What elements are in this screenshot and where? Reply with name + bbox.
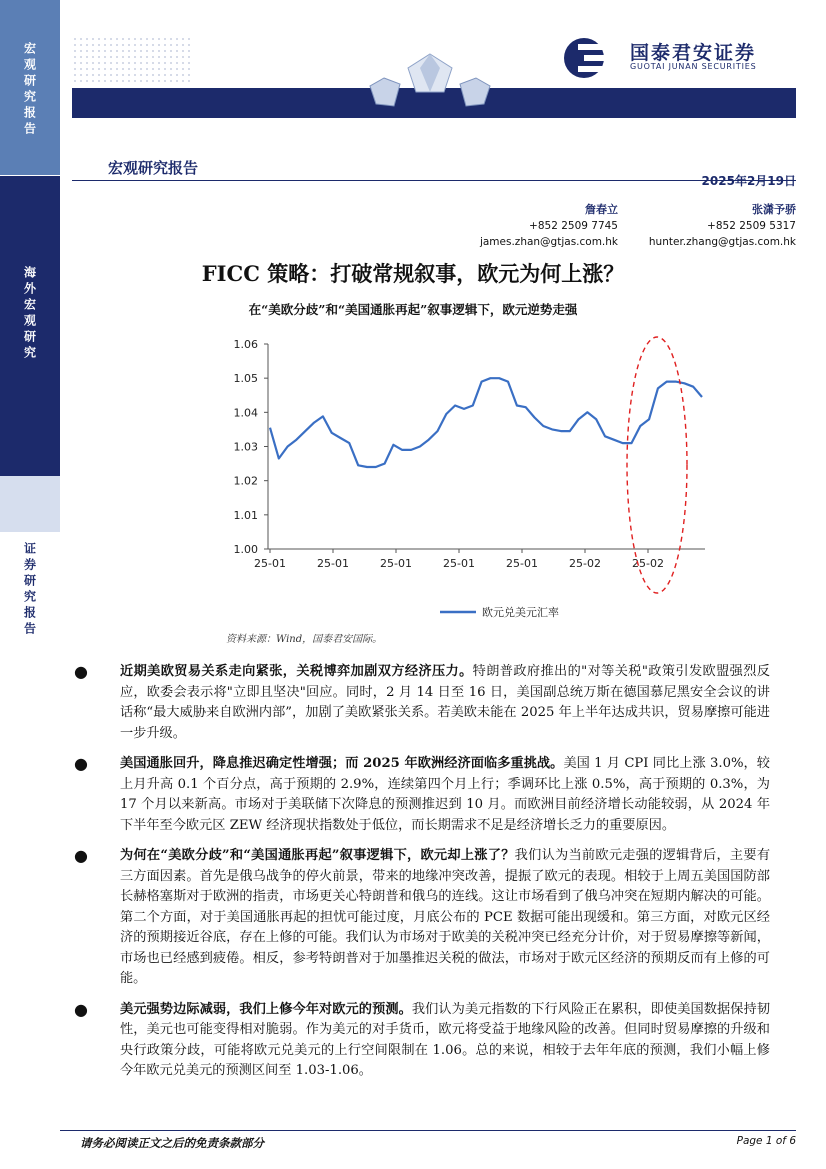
- author-name: 张潇予骄: [752, 203, 796, 216]
- y-tick-label: 1.00: [233, 543, 258, 556]
- company-logo-icon: [562, 36, 618, 80]
- bullet-dot-icon: ●: [74, 846, 88, 865]
- bullet-point: [74, 999, 771, 1082]
- x-tick-label: 25-01: [317, 557, 349, 570]
- highlight-ellipse: [627, 337, 687, 593]
- x-tick-label: 25-01: [506, 557, 538, 570]
- sidebar-label: 宏观研究报告: [22, 42, 37, 138]
- bullet-dot-icon: ●: [74, 999, 88, 1019]
- sidebar-label: 证券研究报告: [22, 542, 37, 638]
- header-rule: [72, 180, 796, 181]
- chart-source: 资料来源：Wind，国泰君安国际。: [226, 634, 383, 645]
- legend-label: 欧元兑美元汇率: [482, 606, 559, 619]
- report-title: FICC 策略：打破常规叙事，欧元为何上涨？: [201, 261, 625, 286]
- x-tick-label: 25-02: [569, 557, 601, 570]
- y-tick-label: 1.01: [233, 508, 258, 522]
- series-line-eurusd: [270, 378, 702, 467]
- author-email[interactable]: hunter.zhang@gtjas.com.hk: [648, 236, 796, 248]
- bullet-lead: 美国通胀回升，降息推迟确定性增强；而 2025 年欧洲经济面临多重挑战。: [120, 756, 564, 771]
- x-tick-label: 25-01: [443, 557, 475, 570]
- bullet-text: 特朗普政府推出的"对等关税"政策引发欧盟强烈反应，欧委会表示将"立即且坚决"回应。同时，2 月 14 日至 16 日，美国副总统万斯在德国慕尼黑安全会议的讲话称“最大威胁来自欧洲内部”，加剧了美欧紧张关系。若美欧未能在 2025 年上半年达成共识，贸易摩擦可能进一步升级。: [120, 664, 770, 741]
- y-tick-label: 1.04: [233, 406, 258, 420]
- bullet-lead: 美元强势边际减弱，我们上修今年对欧元的预测。: [120, 1001, 412, 1017]
- y-tick-label: 1.03: [233, 440, 258, 454]
- y-tick-label: 1.02: [233, 474, 258, 488]
- bullet-text: 美国 1 月 CPI 同比上涨 3.0%，较上月升高 0.1 个百分点，高于预期的 2.9%，连续第四个月上行；季调环比上涨 0.5%，高于预期的 0.3%，为 17 个月以来新高。市场对于美联储下次降息的预测推迟到 10 月。而欧洲目前经济增长动能较弱，从 2024 年下半年至今欧元区 ZEW 经济现状指数处于低位，而长期需求不足是经济增长乏力的重要原因。: [120, 756, 770, 833]
- author-phone: +852 2509 5317: [707, 220, 796, 232]
- bullet-point: [74, 846, 771, 990]
- author-name: 詹春立: [585, 203, 618, 216]
- author-block-2: [649, 202, 796, 250]
- bullet-text: 我们认为当前欧元走强的逻辑背后，主要有三方面因素。首先是俄乌战争的停火前景，带来的地缘冲突改善，提振了欧元的表现。相较于上周五美国国防部长赫格塞斯对于欧洲的指责，市场更关心特朗普和俄乌的连线。这让市场看到了俄乌冲突在短期内解决的可能。第二个方面，对于美国通胀再起的担忧可能过度，月底公布的 PCE 数据可能出现缓和。第三方面，对欧元区经济的预期接近谷底，存在上修的可能。我们认为市场对于欧美的关税冲突已经充分计价，对于贸易摩擦等新闻，市场也已经感到疲倦。相反，参考特朗普对于加墨推迟关税的做法，市场对于欧元区经济的预期反而有上修的可能。: [120, 848, 771, 986]
- author-email[interactable]: james.zhan@gtjas.com.hk: [479, 236, 618, 248]
- chart-title: 在“美欧分歧”和“美国通胀再起”叙事逻辑下，欧元逆势走强: [248, 302, 578, 317]
- sidebar-segment-category: [0, 176, 60, 476]
- company-name: 国泰君安证券: [630, 42, 757, 64]
- page-number: Page 1 of 6: [736, 1135, 796, 1147]
- y-tick-label: 1.06: [233, 338, 258, 351]
- author-phone: +852 2509 7745: [529, 220, 618, 232]
- sidebar-segment-light: [0, 476, 60, 532]
- footer-disclaimer[interactable]: 请务必阅读正文之后的免责条款部分: [80, 1136, 264, 1150]
- bullet-dot-icon: ●: [74, 662, 88, 681]
- x-tick-label: 25-02: [632, 557, 664, 570]
- x-tick-label: 25-01: [380, 557, 412, 570]
- footer-rule: [60, 1130, 796, 1131]
- sidebar-segment-securities: [0, 532, 60, 1169]
- report-date: 2025年2月19日: [701, 174, 796, 188]
- diamond-decoration: [360, 48, 500, 122]
- eurusd-line-chart: [200, 330, 740, 630]
- bullet-point: [74, 662, 770, 744]
- x-tick-label: 25-01: [254, 557, 286, 570]
- bullet-lead: 近期美欧贸易关系走向紧张，关税博弈加剧双方经济压力。: [120, 664, 473, 679]
- bullet-lead: 为何在“美欧分歧”和“美国通胀再起”叙事逻辑下，欧元却上涨了？: [120, 848, 515, 863]
- company-name-en: GUOTAI JUNAN SECURITIES: [630, 62, 757, 71]
- author-block-1: [480, 202, 618, 250]
- y-tick-label: 1.05: [233, 372, 258, 386]
- bullet-dot-icon: ●: [74, 754, 88, 773]
- sidebar-label: 海外宏观研究: [22, 266, 37, 362]
- bullet-list: [74, 662, 771, 1092]
- report-type-heading: 宏观研究报告: [108, 159, 199, 177]
- left-sidebar: [0, 0, 60, 1169]
- bullet-point: [74, 754, 770, 836]
- header-dot-pattern: [72, 36, 192, 84]
- sidebar-segment-report-type: [0, 0, 60, 175]
- bullet-text: 我们认为美元指数的下行风险正在累积，即使美国数据保持韧性，美元也可能变得相对脆弱。作为美元的对手货币，欧元将受益于地缘风险的改善。但同时贸易摩擦的升级和央行政策分歧，可能将欧元兑美元的上行空间限制在 1.06。总的来说，相较于去年年底的预测，我们小幅上修今年欧元兑美元的预测区间至 1.03-1.06。: [120, 1001, 771, 1078]
